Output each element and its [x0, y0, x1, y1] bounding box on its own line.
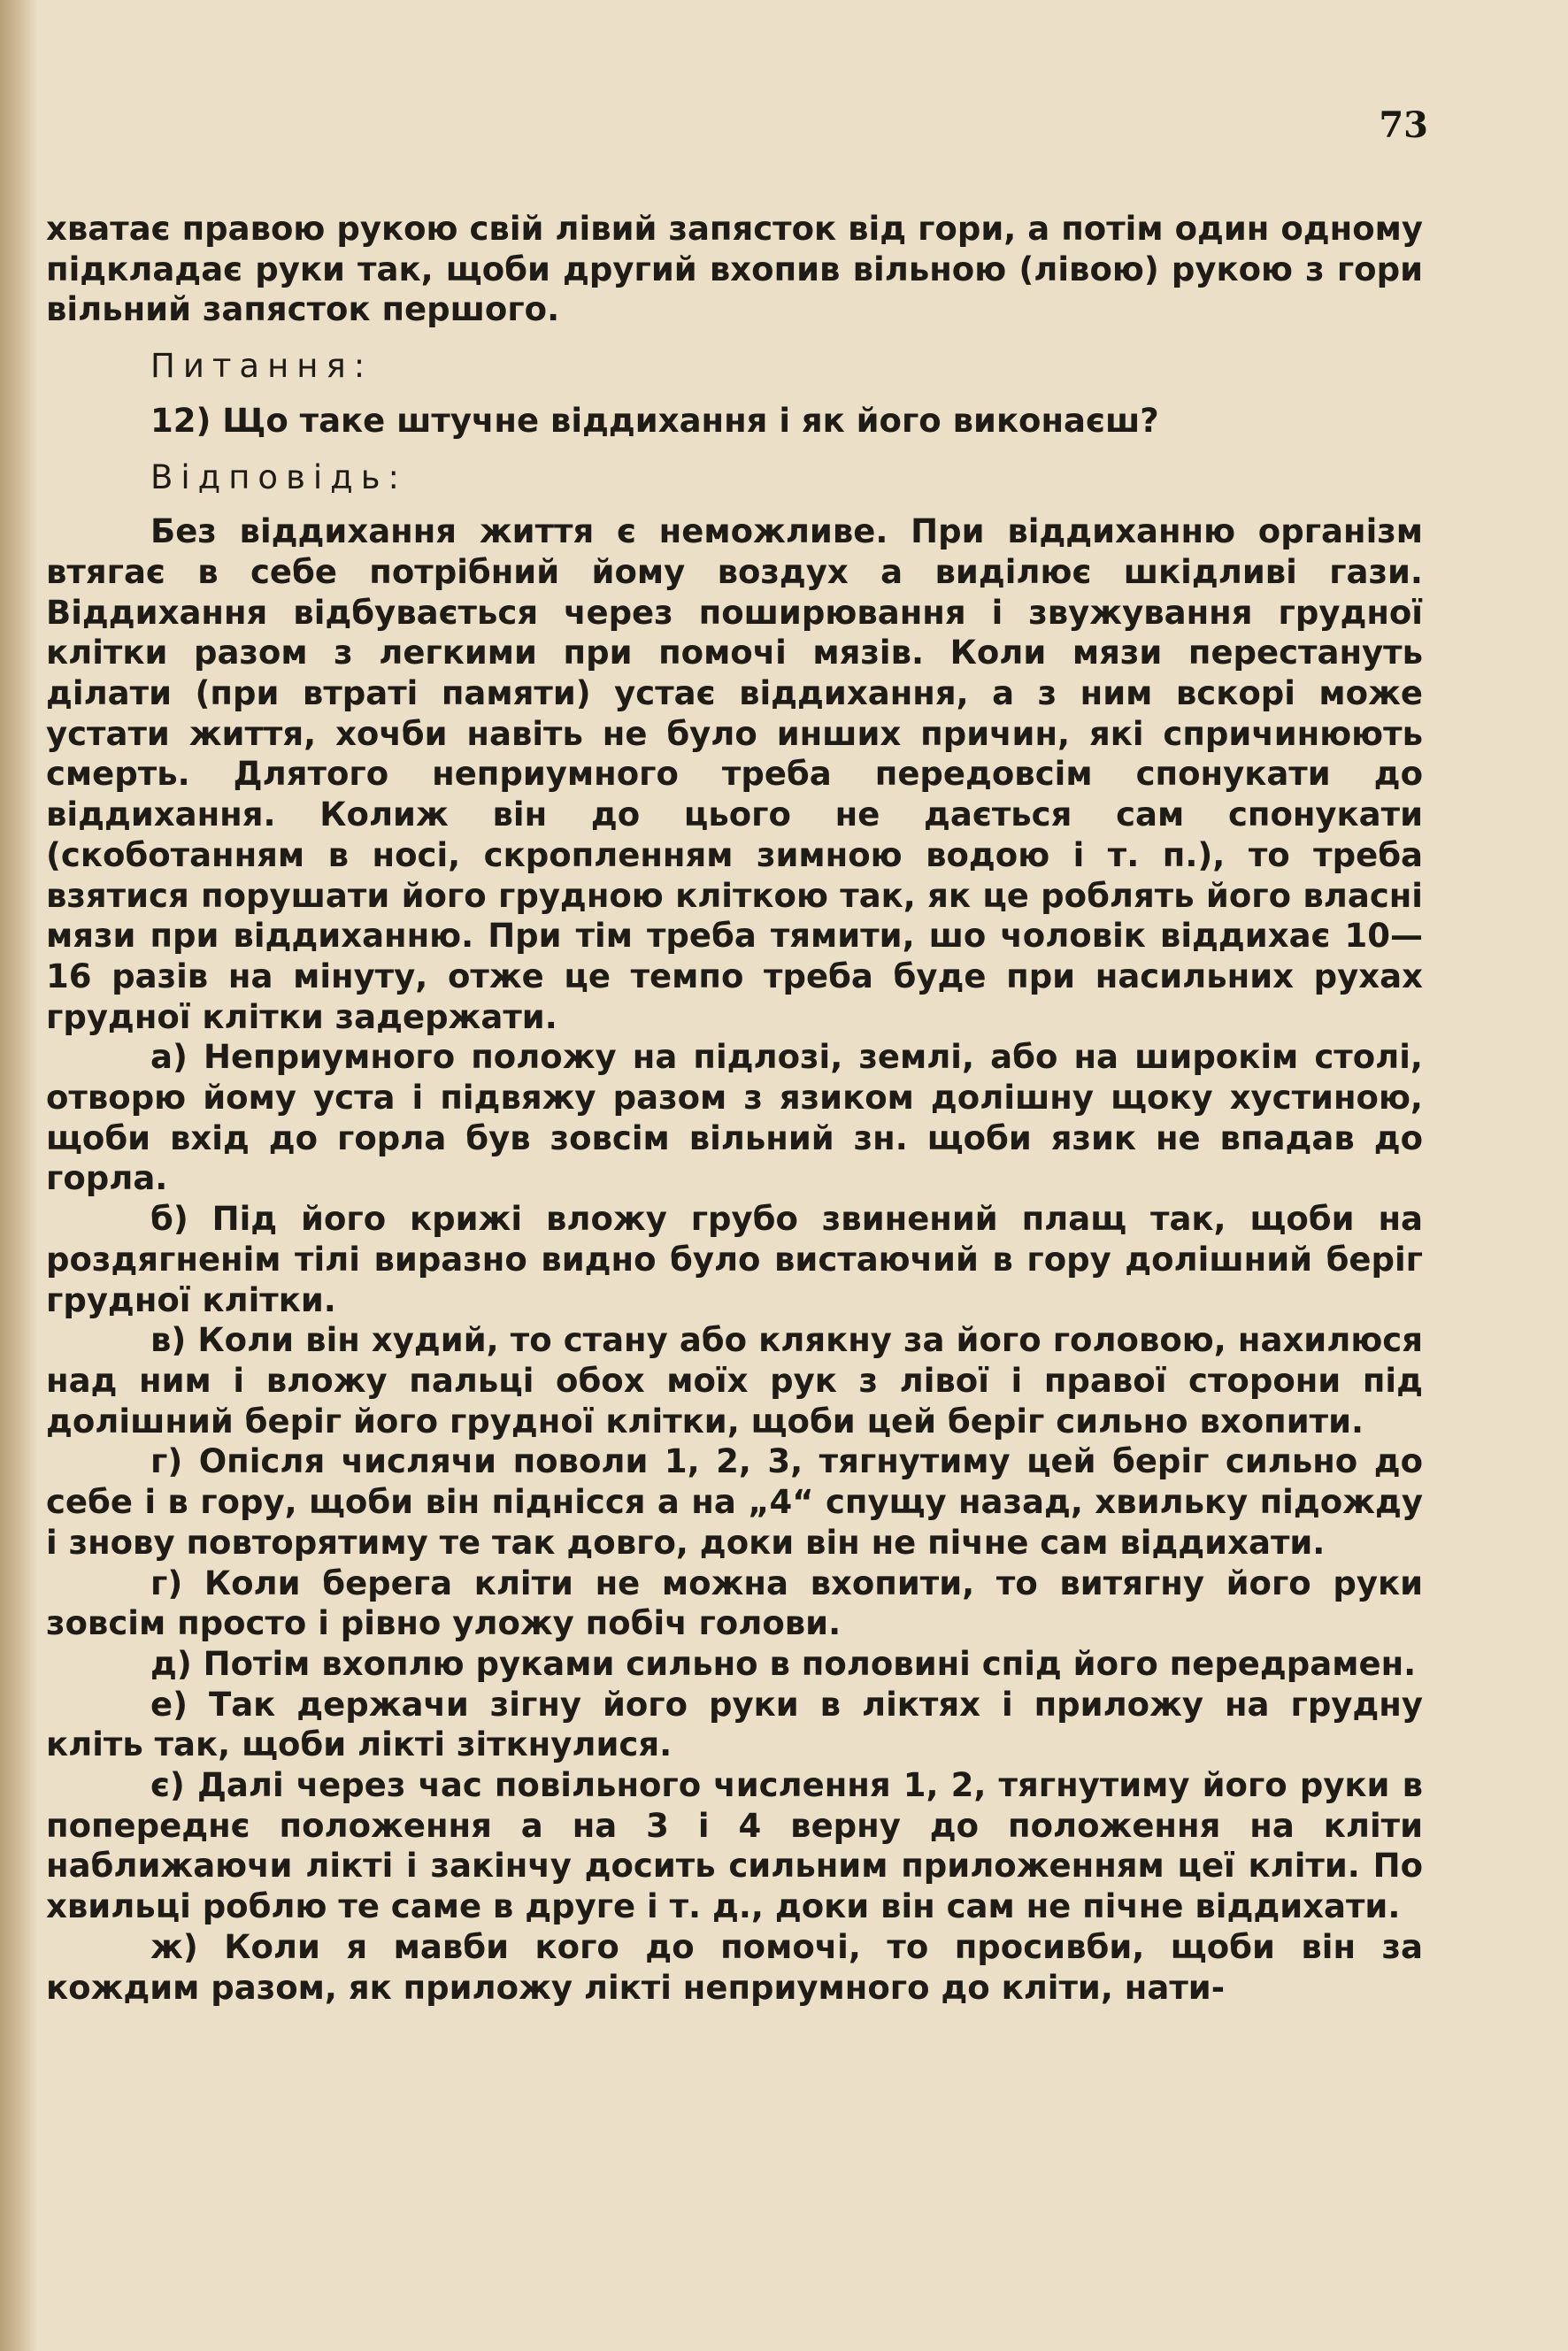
step-e: е) Так держачи зігну його руки в ліктях і приложу на грудну кліть так, щоби лікті зіткнулися.: [46, 1685, 1423, 1764]
step-d: д) Потім вхоплю руками сильно в половині спід його передрамен.: [150, 1644, 1417, 1683]
paragraph-continuation: хватає правою рукою свій лівий запясток від гори, а потім один одному підкладає руки так, щоби другий вхопив вільною (лівою) рукою з гори вільний запясток першого.: [46, 210, 1423, 329]
step-zh: ж) Коли я мавби кого до помочі, то просивби, щоби він за кождим разом, як приложу лікті неприумного до кліти, нати-: [46, 1927, 1423, 2007]
question-label: Питання:: [150, 347, 373, 386]
answer-label: Відповідь:: [150, 457, 408, 496]
page-number: 73: [1379, 104, 1428, 146]
step-g: г) Опісля числячи поволи 1, 2, 3, тягнутиму цей беріг сильно до себе і в гору, щоби він піднісся а на „4“ спущу назад, хвильку підожду і знову повторятиму те так довго, доки він не пічне сам віддихати.: [46, 1442, 1423, 1562]
page-text: [46, 209, 1423, 2008]
step-ye: є) Далі через час повільного числення 1, 2, тягнутиму його руки в попереднє положення а на 3 і 4 верну до положення на кліти наближаючи лікті і закінчу досить сильним приложенням цеї кліти. По хвильці роблю те саме в друге і т. д., доки він сам не пічне віддихати.: [46, 1766, 1423, 1926]
step-a: а) Неприумного положу на підлозі, землі, або на широкім столі, отворю йому уста і підвяжу разом з язиком долішну щоку хустиною, щоби вхід до горла був зовсім вільний зн. щоби язик не впадав до горла.: [46, 1038, 1423, 1198]
page-spine-shadow: [0, 0, 37, 2351]
paragraph-intro: Без віддихання життя є неможливе. При віддиханню організм втягає в себе потрібний йому воздух а виділює шкідливі гази. Віддихання відбувається через поширювання і звужування грудної клітки разом з легкими при помочі мязів. Коли мязи перестануть ділати (при втраті памяти) устає віддихання, а з ним вскорі може устати життя, хочби навіть не було инших причин, які спричинюють смерть. Длятого неприумного треба передовсім спонукати до віддихання. Колиж він до цього не дається сам спонукати (скоботанням в носі, скропленням зимною водою і т. п.), то треба взятися порушати його грудною кліткою так, як це роблять його власні мязи при віддиханню. При тім треба тямити, шо чоловік віддихає 10—16 разів на мінуту, отже це темпо треба буде при насильних рухах грудної клітки задержати.: [46, 512, 1423, 1036]
step-g-alt: г) Коли берега кліти не можна вхопити, то витягну його руки зовсім просто і рівно уложу побіч голови.: [46, 1563, 1423, 1643]
step-v: в) Коли він худий, то стану або клякну за його головою, нахилюся над ним і вложу пальці обох моїх рук з лівої і правої сторони під долішний беріг його грудної клітки, щоби цей беріг сильно вхопити.: [46, 1321, 1423, 1441]
question-12: 12) Що таке штучне віддихання і як його виконаєш?: [150, 401, 1159, 440]
step-b: б) Під його крижі вложу грубо звинений плащ так, щоби на роздягненім тілі виразно видно було вистаючий в гору долішний беріг грудної клітки.: [46, 1200, 1423, 1319]
